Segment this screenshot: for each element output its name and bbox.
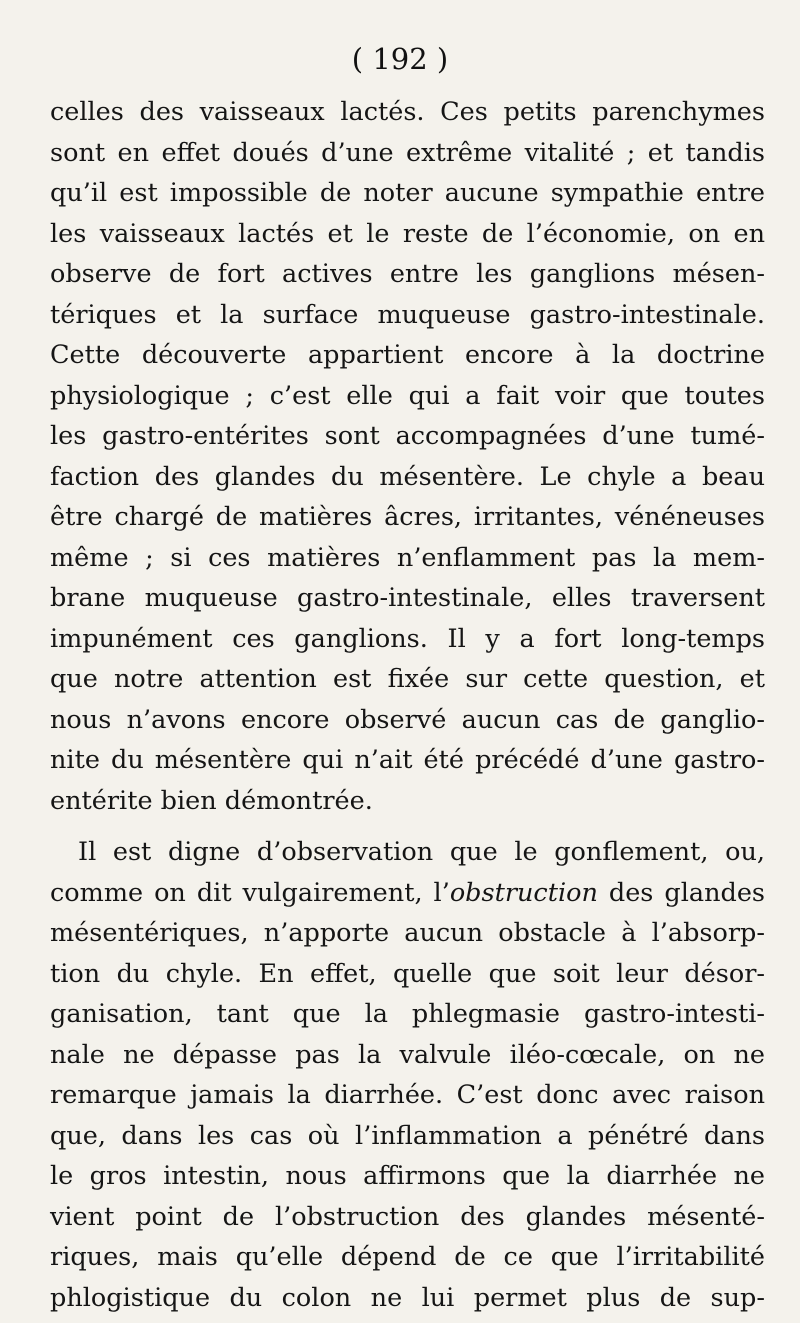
text-line: nite du mésentère qui n’ait été précédé d’une gastro- [50, 745, 765, 775]
text-line: brane muqueuse gastro-intestinale, elles traversent [50, 583, 765, 613]
italic-term: obstruction [449, 877, 598, 908]
text-line: riques, mais qu’elle dépend de ce que l’irritabilité [50, 1242, 765, 1272]
text-line: nale ne dépasse pas la valvule iléo-cœcale, on ne [50, 1039, 765, 1070]
text-line: phlogistique du colon ne lui permet plus de sup- [50, 1282, 765, 1313]
text-line: vient point de l’obstruction des glandes mésenté- [50, 1201, 765, 1232]
text-line: même ; si ces matières n’enflamment pas la mem- [50, 542, 765, 573]
text-segment: comme on dit vulgairement, l’ [50, 877, 450, 908]
text-line: ganisation, tant que la phlegmasie gastro-intesti- [50, 999, 765, 1029]
paragraph [50, 92, 765, 821]
text-line: impunément ces ganglions. Il y a fort long-temps [50, 623, 765, 654]
text-line: celles des vaisseaux lactés. Ces petits parenchymes [50, 97, 765, 127]
text-line: le gros intestin, nous affirmons que la diarrhée ne [50, 1161, 765, 1191]
text-line: tériques et la surface muqueuse gastro-intestinale. [50, 299, 765, 330]
text-line: remarque jamais la diarrhée. C’est donc avec raison [50, 1080, 765, 1110]
text-line: observe de fort actives entre les ganglions mésen- [50, 259, 765, 289]
paragraph-gap [50, 821, 765, 832]
text-line: être chargé de matières âcres, irritantes, vénéneuses [50, 502, 765, 532]
text-line: Cette découverte appartient encore à la doctrine [50, 340, 765, 370]
text-segment: des glandes [597, 877, 765, 908]
text-line: entérite bien démontrée. [50, 785, 373, 816]
page-number: ( 192 ) [351, 42, 449, 76]
text-line: que notre attention est fixée sur cette question, et [50, 664, 765, 694]
text-line: les vaisseaux lactés et le reste de l’économie, on en [50, 218, 765, 249]
body-text [50, 92, 765, 1318]
text-line: Il est digne d’observation que le gonflement, ou, [78, 837, 765, 867]
text-line: que, dans les cas où l’inflammation a pénétré dans [50, 1120, 765, 1151]
text-line: physiologique ; c’est elle qui a fait voir que toutes [50, 380, 765, 411]
paragraph [50, 832, 765, 1318]
text-line: mésentériques, n’apporte aucun obstacle à l’absorp- [50, 918, 765, 948]
text-line: tion du chyle. En effet, quelle que soit leur désor- [50, 958, 765, 989]
text-line [50, 873, 765, 914]
text-line: nous n’avons encore observé aucun cas de ganglio- [50, 704, 765, 735]
text-line: qu’il est impossible de noter aucune sympathie entre [50, 178, 765, 208]
text-line: sont en effet doués d’une extrême vitalité ; et tandis [50, 137, 765, 168]
text-line: les gastro-entérites sont accompagnées d’une tumé- [50, 421, 765, 451]
text-line: faction des glandes du mésentère. Le chyle a beau [50, 461, 765, 492]
